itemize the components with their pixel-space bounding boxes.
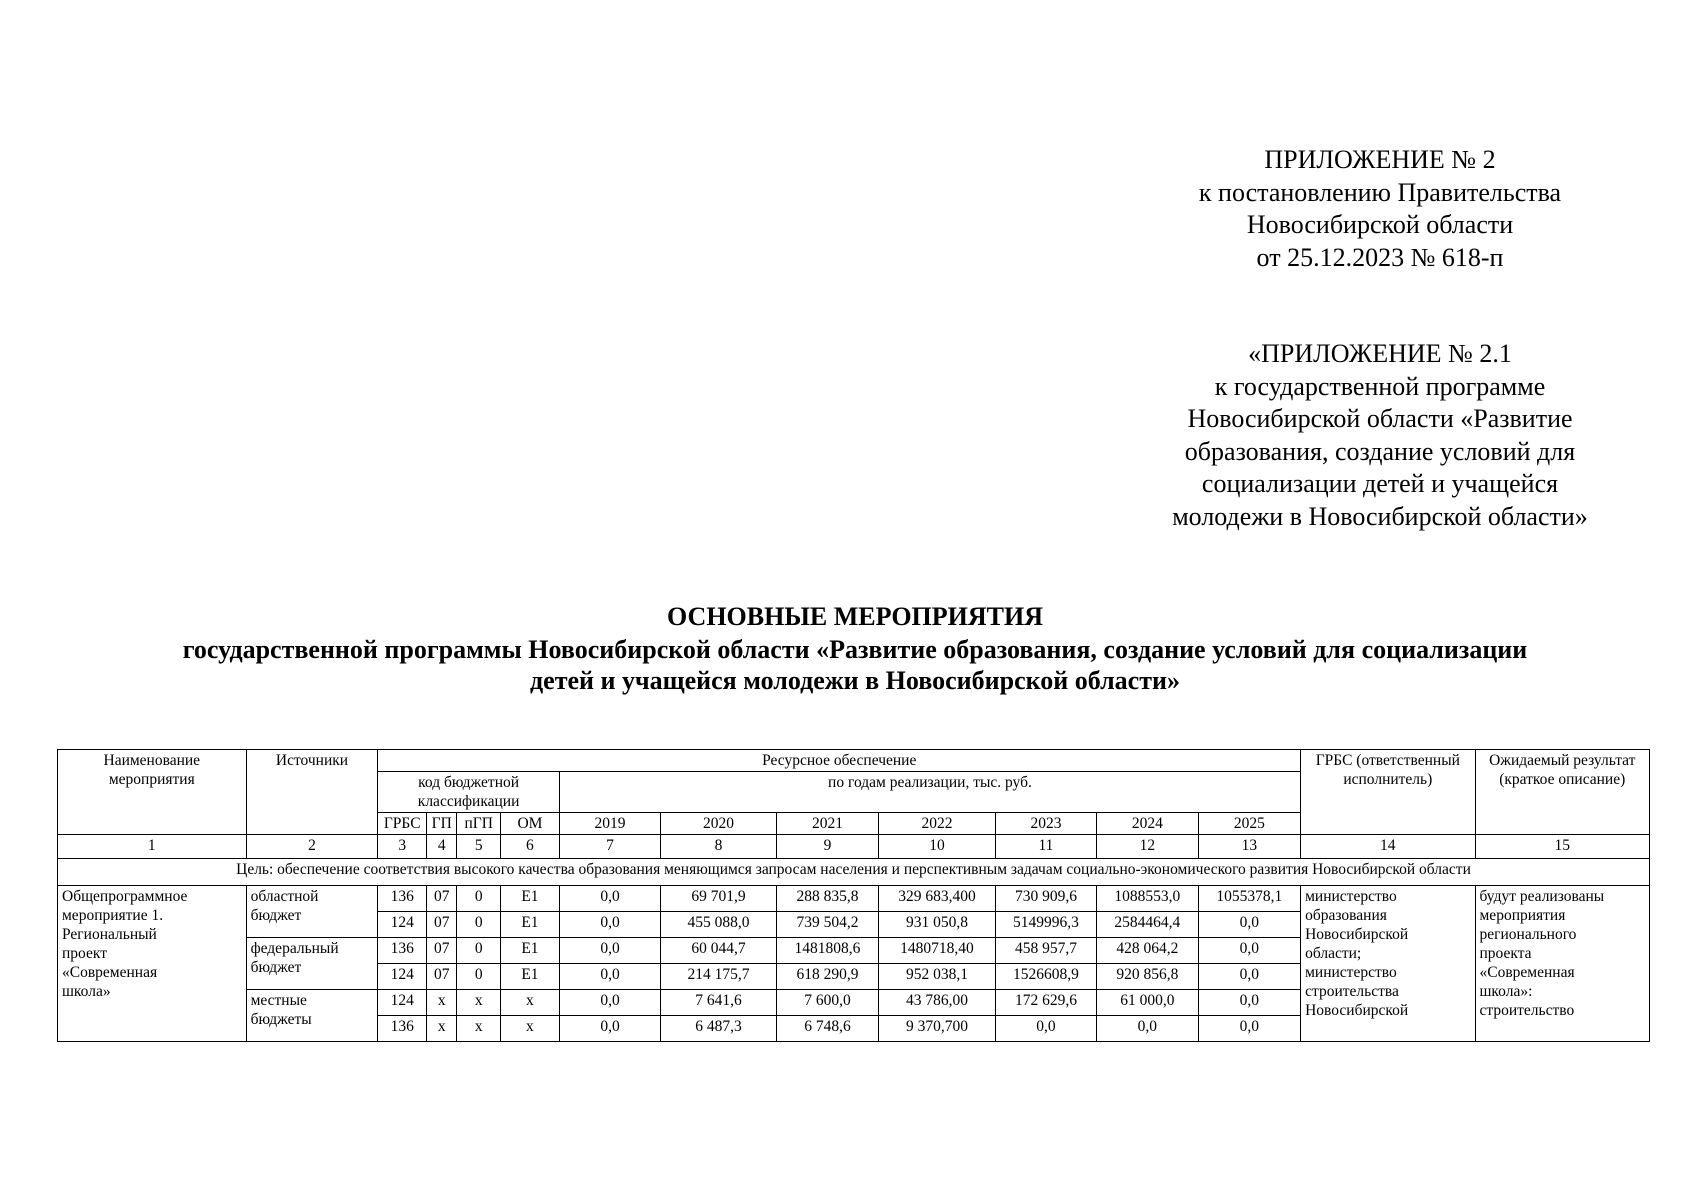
source-line: областной — [250, 888, 319, 905]
column-number: 15 — [1475, 835, 1650, 859]
column-number: 4 — [427, 835, 457, 859]
value-cell: 0,0 — [559, 938, 660, 964]
value-cell: 458 957,7 — [995, 938, 1096, 964]
header-code: ГРБС — [378, 813, 427, 835]
executor-line: министерство — [1305, 964, 1397, 981]
event-name-line: «Современная — [62, 964, 158, 981]
header-year: 2021 — [776, 813, 878, 835]
appendix-header — [1100, 144, 1660, 274]
column-number: 10 — [879, 835, 996, 859]
column-number: 2 — [246, 835, 378, 859]
code-cell: 07 — [427, 964, 457, 990]
value-cell: 0,0 — [1198, 938, 1301, 964]
source-line: бюджеты — [250, 1011, 312, 1028]
header-result: Ожидаемый результат (краткое описание) — [1475, 750, 1650, 835]
appendix-line: от 25.12.2023 № 618-п — [1256, 242, 1504, 272]
result-line: школа»: — [1479, 983, 1533, 1000]
code-cell: Е1 — [501, 886, 560, 912]
program-appendix-line: «ПРИЛОЖЕНИЕ № 2.1 — [1248, 339, 1512, 368]
appendix-line: Новосибирской области — [1246, 210, 1514, 239]
code-cell: Е1 — [501, 938, 560, 964]
value-cell: 0,0 — [1198, 912, 1301, 938]
value-cell: 288 835,8 — [776, 886, 878, 912]
result-line: регионального — [1479, 926, 1577, 943]
program-appendix-line: социализации детей и учащейся — [1201, 469, 1559, 498]
header-year: 2022 — [879, 813, 996, 835]
event-name-cell — [58, 886, 247, 1042]
header-year: 2025 — [1198, 813, 1301, 835]
executor-line: Новосибирской — [1305, 1002, 1409, 1019]
header-resources: Ресурсное обеспечение — [378, 750, 1301, 772]
executor-line: области; — [1305, 945, 1362, 962]
event-name-line: школа» — [62, 983, 111, 1000]
header-sources: Источники — [246, 750, 378, 835]
source-line: федеральный — [250, 940, 339, 957]
value-cell: 0,0 — [995, 1016, 1096, 1042]
value-cell: 60 044,7 — [661, 938, 777, 964]
value-cell: 5149996,3 — [995, 912, 1096, 938]
source-line: бюджет — [250, 907, 302, 924]
value-cell: 214 175,7 — [661, 964, 777, 990]
subtitle-line: детей и учащейся молодежи в Новосибирской области» — [530, 666, 1180, 695]
value-cell: 0,0 — [559, 912, 660, 938]
executor-line: Новосибирской — [1305, 926, 1409, 943]
column-number: 14 — [1301, 835, 1475, 859]
document-subtitle — [60, 634, 1650, 696]
header-by-years: по годам реализации, тыс. руб. — [559, 772, 1300, 813]
value-cell: 0,0 — [1198, 964, 1301, 990]
value-cell: 0,0 — [559, 964, 660, 990]
value-cell: 739 504,2 — [776, 912, 878, 938]
code-cell: 07 — [427, 938, 457, 964]
value-cell: 455 088,0 — [661, 912, 777, 938]
code-cell: Е1 — [501, 912, 560, 938]
value-cell: 428 064,2 — [1097, 938, 1198, 964]
code-cell: 124 — [378, 912, 427, 938]
code-cell: 124 — [378, 990, 427, 1016]
value-cell: 9 370,700 — [879, 1016, 996, 1042]
expected-result-cell — [1475, 886, 1650, 1042]
events-table — [57, 749, 1650, 1042]
subtitle-line: государственной программы Новосибирской области «Развитие образования, создание условий для социализации — [182, 635, 1528, 664]
appendix-line: ПРИЛОЖЕНИЕ № 2 — [1264, 145, 1496, 174]
executor-cell — [1301, 886, 1475, 1042]
executor-line: образования — [1305, 907, 1387, 924]
value-cell: 172 629,6 — [995, 990, 1096, 1016]
goal-row: Цель: обеспечение соответствия высокого качества образования меняющимся запросам населения и перспективным задачам социально-экономического развития Новосибирской области — [58, 859, 1650, 886]
code-cell: 0 — [457, 964, 501, 990]
code-cell: х — [427, 990, 457, 1016]
header-code: ОМ — [501, 813, 560, 835]
value-cell: 920 856,8 — [1097, 964, 1198, 990]
result-line: «Современная — [1479, 964, 1575, 981]
result-line: мероприятия — [1479, 907, 1566, 924]
event-name-line: мероприятие 1. — [62, 907, 164, 924]
value-cell: 618 290,9 — [776, 964, 878, 990]
program-appendix-line: Новосибирской области «Развитие — [1187, 404, 1573, 433]
program-appendix-header — [1100, 338, 1660, 533]
code-cell: Е1 — [501, 964, 560, 990]
executor-line: министерство — [1305, 888, 1397, 905]
value-cell: 0,0 — [559, 990, 660, 1016]
header-executor: ГРБС (ответственный исполнитель) — [1301, 750, 1475, 835]
value-cell: 0,0 — [1097, 1016, 1198, 1042]
value-cell: 0,0 — [559, 1016, 660, 1042]
column-number: 1 — [58, 835, 247, 859]
program-appendix-line: к государственной программе — [1214, 371, 1546, 401]
code-cell: 136 — [378, 886, 427, 912]
code-cell: 07 — [427, 886, 457, 912]
header-year: 2023 — [995, 813, 1096, 835]
source-line: бюджет — [250, 959, 302, 976]
value-cell: 1088553,0 — [1097, 886, 1198, 912]
column-number: 7 — [559, 835, 660, 859]
column-number: 5 — [457, 835, 501, 859]
value-cell: 1526608,9 — [995, 964, 1096, 990]
value-cell: 931 050,8 — [879, 912, 996, 938]
header-year: 2020 — [661, 813, 777, 835]
column-number: 8 — [661, 835, 777, 859]
document-title: ОСНОВНЫЕ МЕРОПРИЯТИЯ — [667, 602, 1043, 631]
value-cell: 952 038,1 — [879, 964, 996, 990]
code-cell: 0 — [457, 886, 501, 912]
value-cell: 7 600,0 — [776, 990, 878, 1016]
code-cell: 136 — [378, 1016, 427, 1042]
code-cell: 136 — [378, 938, 427, 964]
value-cell: 7 641,6 — [661, 990, 777, 1016]
appendix-line: к постановлению Правительства — [1198, 177, 1562, 207]
value-cell: 1055378,1 — [1198, 886, 1301, 912]
source-cell — [246, 938, 378, 990]
result-line: проекта — [1479, 945, 1532, 962]
program-appendix-line: молодежи в Новосибирской области» — [1172, 501, 1588, 531]
value-cell: 2584464,4 — [1097, 912, 1198, 938]
value-cell: 1480718,40 — [879, 938, 996, 964]
column-number: 6 — [501, 835, 560, 859]
value-cell: 1481808,6 — [776, 938, 878, 964]
code-cell: 07 — [427, 912, 457, 938]
source-cell — [246, 886, 378, 938]
source-cell — [246, 990, 378, 1042]
program-appendix-line: образования, создание условий для — [1184, 436, 1576, 466]
source-line: местные — [250, 992, 307, 1009]
result-line: строительство — [1479, 1002, 1575, 1019]
value-cell: 730 909,6 — [995, 886, 1096, 912]
header-name: Наименование мероприятия — [58, 750, 247, 835]
code-cell: х — [457, 990, 501, 1016]
event-name-line: Региональный — [62, 926, 157, 943]
value-cell: 6 487,3 — [661, 1016, 777, 1042]
code-cell: х — [501, 990, 560, 1016]
value-cell: 43 786,00 — [879, 990, 996, 1016]
table-row — [58, 886, 1650, 912]
executor-line: строительства — [1305, 983, 1399, 1000]
result-line: будут реализованы — [1479, 888, 1605, 905]
value-cell: 0,0 — [559, 886, 660, 912]
header-code: ГП — [427, 813, 457, 835]
column-number: 12 — [1097, 835, 1198, 859]
column-number: 11 — [995, 835, 1096, 859]
value-cell: 329 683,400 — [879, 886, 996, 912]
code-cell: 0 — [457, 912, 501, 938]
code-cell: х — [501, 1016, 560, 1042]
value-cell: 0,0 — [1198, 990, 1301, 1016]
header-code: пГП — [457, 813, 501, 835]
value-cell: 69 701,9 — [661, 886, 777, 912]
column-number: 3 — [378, 835, 427, 859]
value-cell: 61 000,0 — [1097, 990, 1198, 1016]
value-cell: 0,0 — [1198, 1016, 1301, 1042]
code-cell: 0 — [457, 938, 501, 964]
header-year: 2024 — [1097, 813, 1198, 835]
header-budget-code: код бюджетной классификации — [378, 772, 559, 813]
header-year: 2019 — [559, 813, 660, 835]
value-cell: 6 748,6 — [776, 1016, 878, 1042]
code-cell: х — [427, 1016, 457, 1042]
event-name-line: проект — [62, 945, 107, 962]
column-number: 13 — [1198, 835, 1301, 859]
code-cell: 124 — [378, 964, 427, 990]
event-name-line: Общепрограммное — [62, 888, 188, 905]
code-cell: х — [457, 1016, 501, 1042]
column-number: 9 — [776, 835, 878, 859]
